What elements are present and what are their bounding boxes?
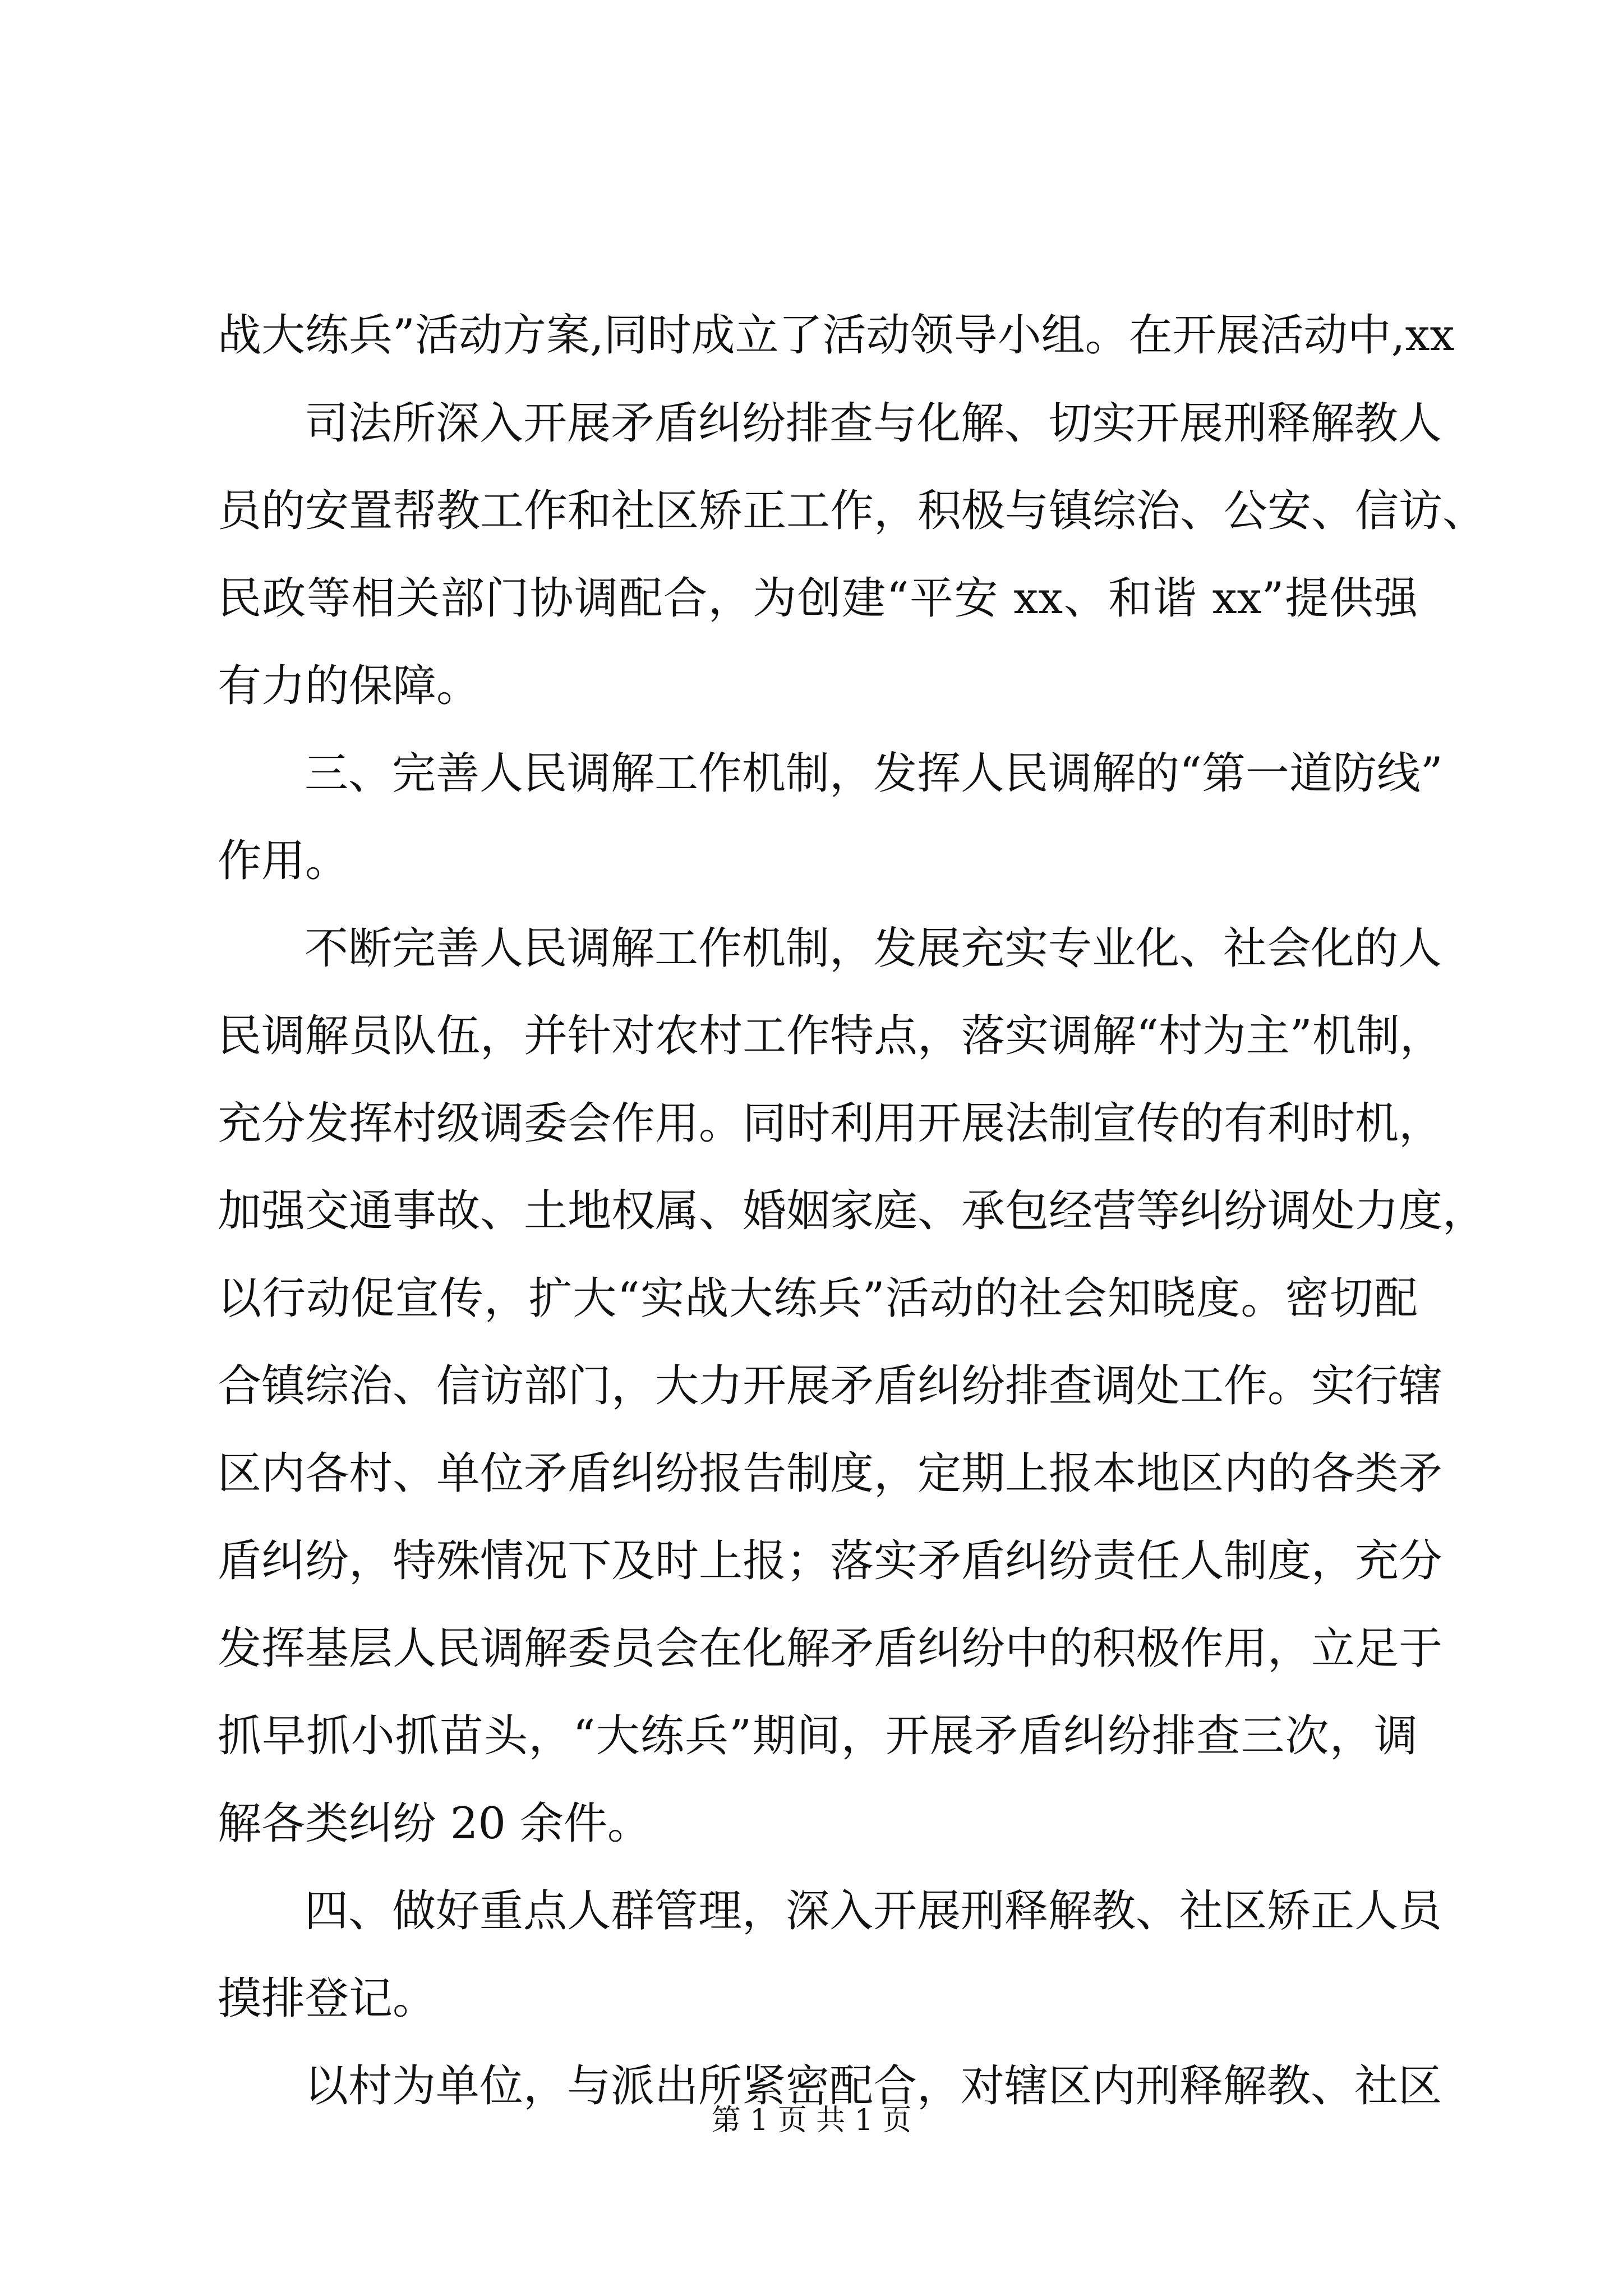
paragraph-line: 员的安置帮教工作和社区矫正工作，积极与镇综治、公安、信访、 (218, 486, 1487, 536)
paragraph-line: 以行动促宣传，扩大“实战大练兵”活动的社会知晓度。密切配 (218, 1273, 1418, 1324)
paragraph-line: 不断完善人民调解工作机制，发展充实专业化、社会化的人 (305, 923, 1442, 974)
section-heading-line: 三、完善人民调解工作机制，发挥人民调解的“第一道防线” (305, 748, 1443, 799)
paragraph-line: 充分发挥村级调委会作用。同时利用开展法制宣传的有利时机， (218, 1098, 1443, 1149)
paragraph-line: 司法所深入开展矛盾纠纷排查与化解、切实开展刑释解教人 (305, 398, 1442, 449)
section-heading-line: 四、做好重点人群管理，深入开展刑释解教、社区矫正人员 (305, 1886, 1442, 1936)
paragraph-line: 区内各村、单位矛盾纠纷报告制度，定期上报本地区内的各类矛 (218, 1448, 1443, 1499)
paragraph-line: 有力的保障。 (218, 661, 481, 711)
paragraph-line: 以村为单位，与派出所紧密配合，对辖区内刑释解教、社区 (305, 2061, 1442, 2111)
section-heading-line: 作用。 (218, 836, 349, 886)
paragraph-line: 加强交通事故、土地权属、婚姻家庭、承包经营等纠纷调处力度， (218, 1186, 1487, 1236)
paragraph-line: 发挥基层人民调解委员会在化解矛盾纠纷中的积极作用，立足于 (218, 1623, 1443, 1674)
paragraph-line: 解各类纠纷 20 余件。 (218, 1798, 651, 1849)
paragraph-line: 战大练兵”活动方案,同时成立了活动领导小组。在开展活动中,xx (218, 310, 1455, 361)
paragraph-line: 民调解员队伍，并针对农村工作特点，落实调解“村为主”机制， (218, 1011, 1444, 1061)
paragraph-line: 民政等相关部门协调配合，为创建“平安 xx、和谐 xx”提供强 (218, 573, 1418, 624)
paragraph-line: 合镇综治、信访部门，大力开展矛盾纠纷排查调处工作。实行辖 (218, 1361, 1443, 1411)
paragraph-line: 盾纠纷，特殊情况下及时上报；落实矛盾纠纷责任人制度，充分 (218, 1536, 1443, 1586)
section-heading-line: 摸排登记。 (218, 1973, 437, 2024)
paragraph-line: 抓早抓小抓苗头，“大练兵”期间，开展矛盾纠纷排查三次，调 (218, 1711, 1418, 1761)
page-number-footer: 第 1 页 共 1 页 (711, 2104, 912, 2137)
